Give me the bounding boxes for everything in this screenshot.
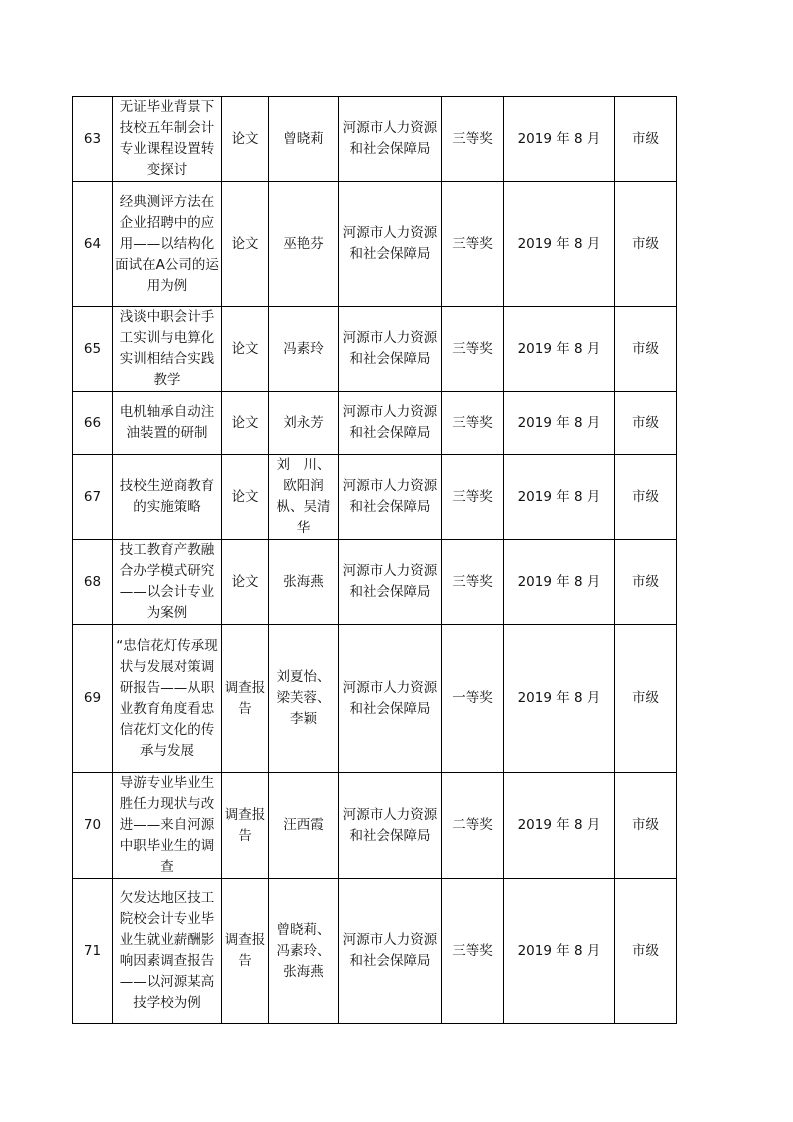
achievement-type-cell: 论文	[222, 540, 269, 625]
table-row	[73, 773, 677, 879]
achievement-title-cell: 电机轴承自动注油装置的研制	[113, 392, 222, 455]
award-grade-cell: 三等奖	[442, 307, 504, 392]
achievement-title-cell: 导游专业毕业生胜任力现状与改进——来自河源中职毕业生的调查	[113, 773, 222, 879]
achievement-type-cell: 论文	[222, 97, 269, 182]
row-number-cell: 63	[73, 97, 113, 182]
award-grade-cell: 三等奖	[442, 392, 504, 455]
achievement-type-cell: 调查报告	[222, 625, 269, 773]
award-level-cell: 市级	[615, 455, 677, 540]
table-row	[73, 540, 677, 625]
award-level-cell: 市级	[615, 97, 677, 182]
authors-cell: 巫艳芬	[269, 182, 339, 307]
achievement-title-cell: 欠发达地区技工院校会计专业毕业生就业薪酬影响因素调查报告——以河源某高技学校为例	[113, 879, 222, 1024]
award-date-cell: 2019 年 8 月	[504, 625, 615, 773]
achievement-title-cell: 技校生逆商教育的实施策略	[113, 455, 222, 540]
award-date-cell: 2019 年 8 月	[504, 97, 615, 182]
issuing-authority-cell: 河源市人力资源和社会保障局	[339, 182, 442, 307]
row-number-cell: 67	[73, 455, 113, 540]
award-date-cell: 2019 年 8 月	[504, 455, 615, 540]
issuing-authority-cell: 河源市人力资源和社会保障局	[339, 879, 442, 1024]
issuing-authority-cell: 河源市人力资源和社会保障局	[339, 540, 442, 625]
authors-cell: 冯素玲	[269, 307, 339, 392]
authors-cell: 刘永芳	[269, 392, 339, 455]
achievement-title-cell: 浅谈中职会计手工实训与电算化实训相结合实践教学	[113, 307, 222, 392]
table-row	[73, 307, 677, 392]
table-row	[73, 625, 677, 773]
row-number-cell: 65	[73, 307, 113, 392]
table-row	[73, 879, 677, 1024]
award-date-cell: 2019 年 8 月	[504, 773, 615, 879]
achievement-title-cell: “忠信花灯传承现状与发展对策调研报告——从职业教育角度看忠信花灯文化的传承与发展	[113, 625, 222, 773]
row-number-cell: 64	[73, 182, 113, 307]
award-date-cell: 2019 年 8 月	[504, 879, 615, 1024]
achievement-type-cell: 论文	[222, 307, 269, 392]
authors-cell: 张海燕	[269, 540, 339, 625]
table-row	[73, 182, 677, 307]
achievement-type-cell: 调查报告	[222, 879, 269, 1024]
award-level-cell: 市级	[615, 392, 677, 455]
award-grade-cell: 三等奖	[442, 97, 504, 182]
award-grade-cell: 一等奖	[442, 625, 504, 773]
achievement-type-cell: 论文	[222, 182, 269, 307]
table-row	[73, 455, 677, 540]
authors-cell: 刘 川、欧阳润枞、吴清华	[269, 455, 339, 540]
achievement-title-cell: 经典测评方法在企业招聘中的应用——以结构化面试在A公司的运用为例	[113, 182, 222, 307]
award-level-cell: 市级	[615, 182, 677, 307]
row-number-cell: 69	[73, 625, 113, 773]
award-grade-cell: 三等奖	[442, 879, 504, 1024]
award-grade-cell: 三等奖	[442, 455, 504, 540]
row-number-cell: 70	[73, 773, 113, 879]
award-level-cell: 市级	[615, 879, 677, 1024]
award-grade-cell: 二等奖	[442, 773, 504, 879]
award-level-cell: 市级	[615, 625, 677, 773]
issuing-authority-cell: 河源市人力资源和社会保障局	[339, 625, 442, 773]
awards-table	[72, 96, 677, 1024]
row-number-cell: 68	[73, 540, 113, 625]
achievement-type-cell: 调查报告	[222, 773, 269, 879]
issuing-authority-cell: 河源市人力资源和社会保障局	[339, 392, 442, 455]
award-level-cell: 市级	[615, 540, 677, 625]
issuing-authority-cell: 河源市人力资源和社会保障局	[339, 307, 442, 392]
table-row	[73, 392, 677, 455]
award-level-cell: 市级	[615, 773, 677, 879]
award-date-cell: 2019 年 8 月	[504, 540, 615, 625]
row-number-cell: 71	[73, 879, 113, 1024]
row-number-cell: 66	[73, 392, 113, 455]
achievement-title-cell: 技工教育产教融合办学模式研究——以会计专业为案例	[113, 540, 222, 625]
award-date-cell: 2019 年 8 月	[504, 182, 615, 307]
achievement-type-cell: 论文	[222, 455, 269, 540]
achievement-type-cell: 论文	[222, 392, 269, 455]
authors-cell: 刘夏怡、梁芙蓉、李颖	[269, 625, 339, 773]
award-date-cell: 2019 年 8 月	[504, 392, 615, 455]
authors-cell: 曾晓莉、冯素玲、张海燕	[269, 879, 339, 1024]
award-level-cell: 市级	[615, 307, 677, 392]
issuing-authority-cell: 河源市人力资源和社会保障局	[339, 455, 442, 540]
table-row	[73, 97, 677, 182]
award-date-cell: 2019 年 8 月	[504, 307, 615, 392]
table-body	[73, 97, 677, 1024]
award-grade-cell: 三等奖	[442, 182, 504, 307]
achievement-title-cell: 无证毕业背景下技校五年制会计专业课程设置转变探讨	[113, 97, 222, 182]
award-grade-cell: 三等奖	[442, 540, 504, 625]
authors-cell: 曾晓莉	[269, 97, 339, 182]
issuing-authority-cell: 河源市人力资源和社会保障局	[339, 773, 442, 879]
authors-cell: 汪西霞	[269, 773, 339, 879]
issuing-authority-cell: 河源市人力资源和社会保障局	[339, 97, 442, 182]
